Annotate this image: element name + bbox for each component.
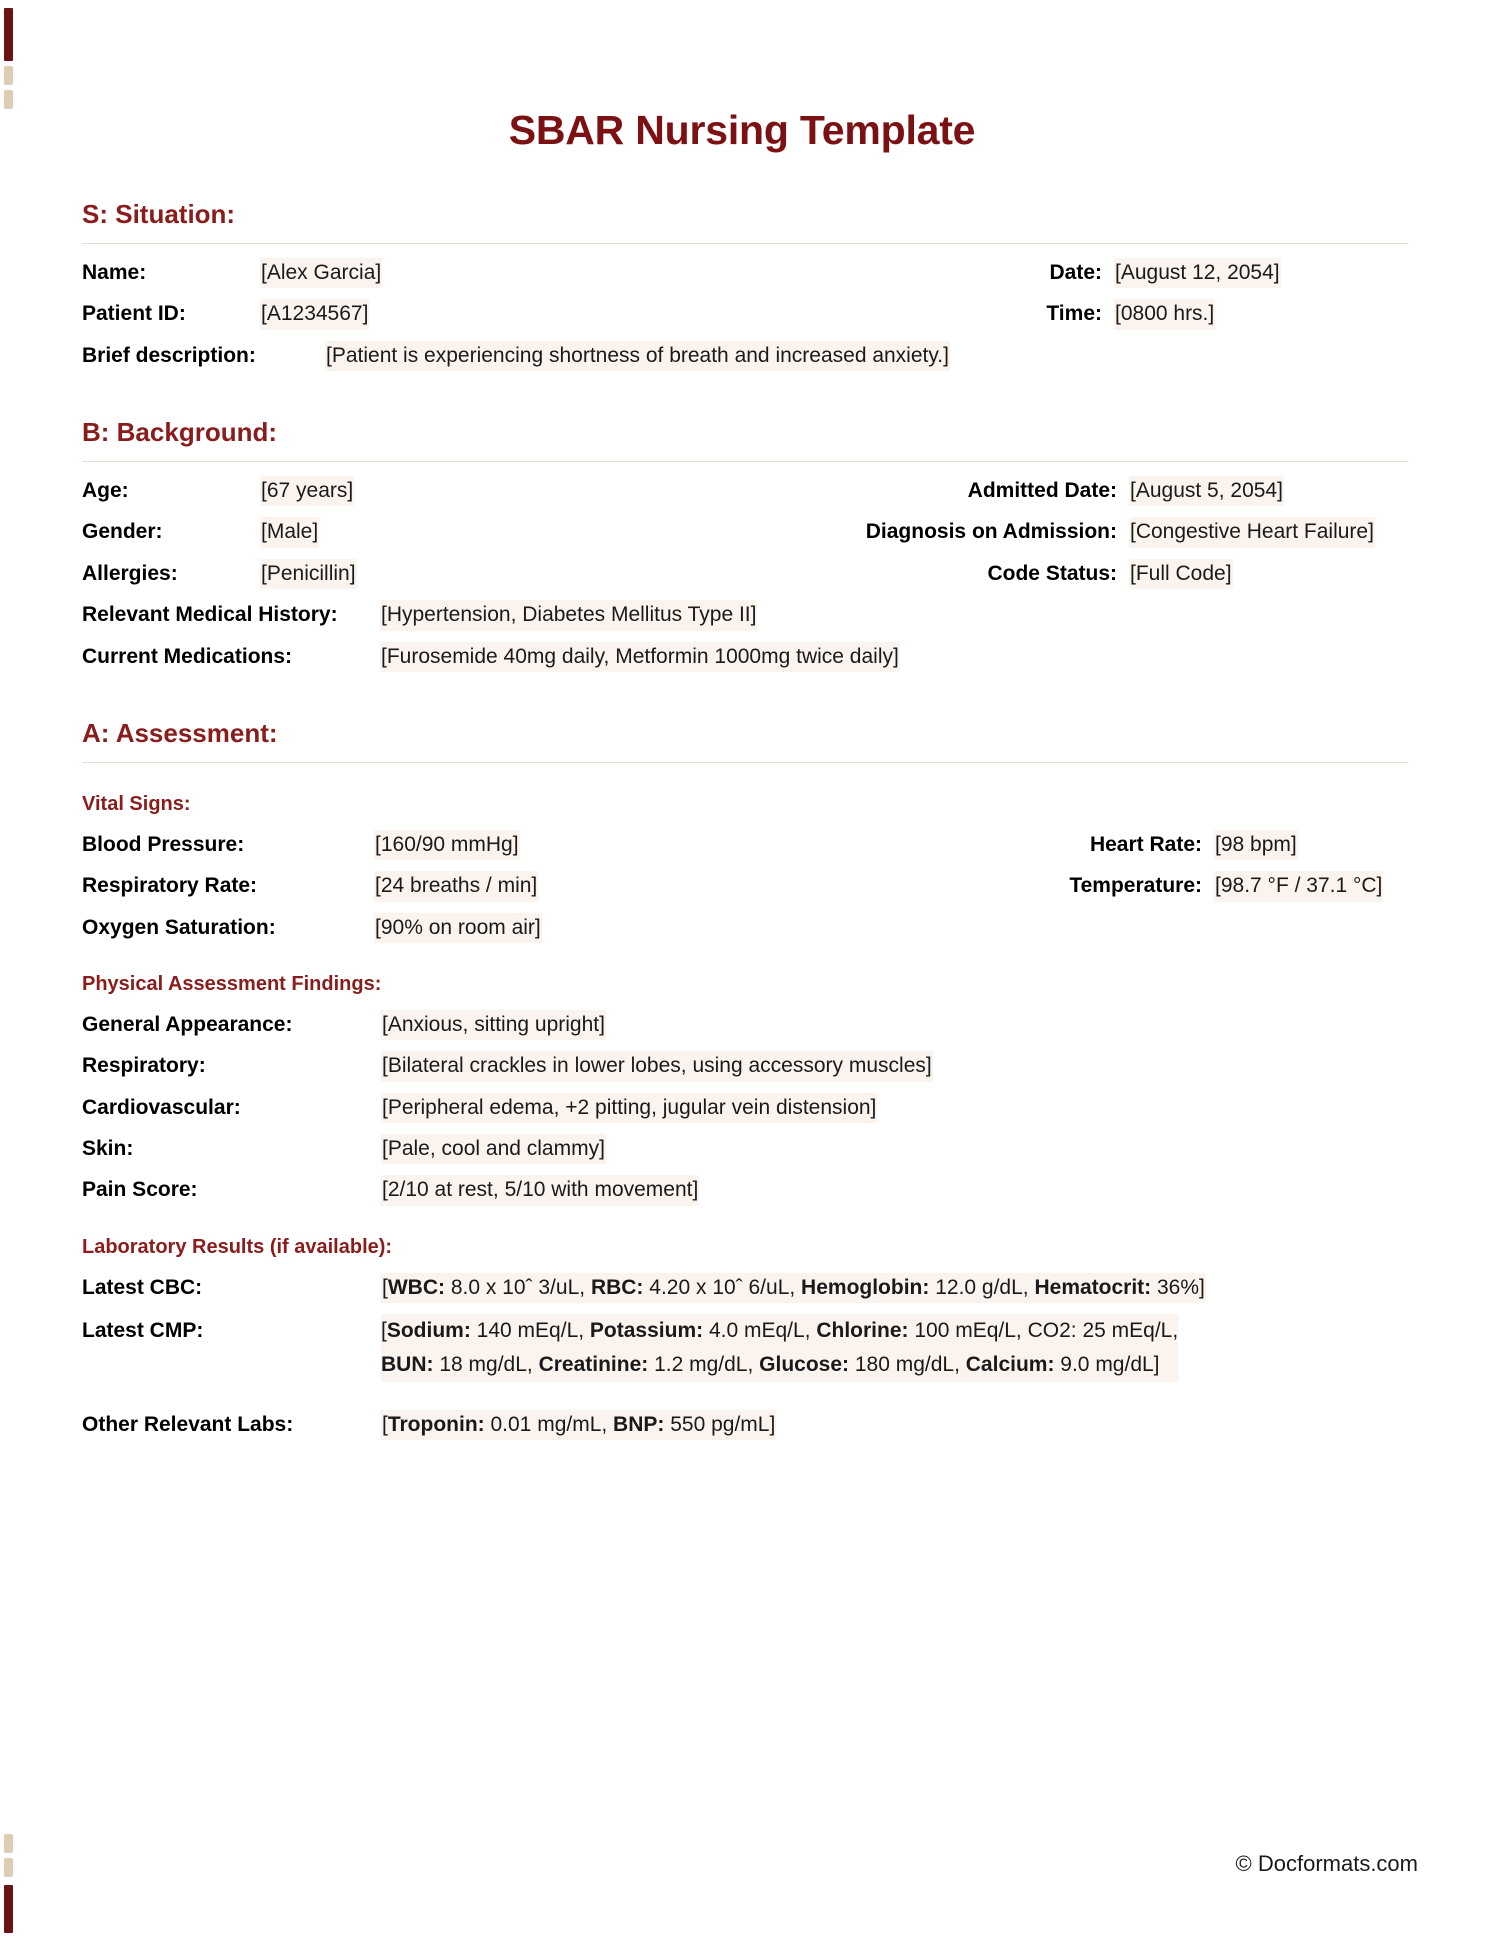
edge-accent-bar-bottom [4, 1885, 13, 1933]
field-label-code-status: Code Status: [987, 561, 1117, 585]
field-gender [82, 517, 319, 547]
section-divider-background [82, 461, 1408, 462]
field-value-gender[interactable]: [Male] [260, 517, 319, 547]
field-value-temperature[interactable]: [98.7 °F / 37.1 °C] [1214, 871, 1383, 901]
field-label-pain-score: Pain Score: [82, 1178, 198, 1202]
cmp-potassium-name: Potassium: [589, 1318, 704, 1342]
field-row-respiratory [82, 1051, 1412, 1081]
field-value-allergies[interactable]: [Penicillin] [260, 559, 357, 589]
cmp-chlorine-co2-value: 100 mEq/L, CO2: 25 mEq/L, [908, 1318, 1179, 1342]
field-row-general-appearance [82, 1010, 1412, 1040]
field-row-brief-description [82, 341, 1412, 371]
cmp-calcium-value: 9.0 mg/dL] [1054, 1352, 1160, 1376]
field-value-latest-cbc[interactable] [381, 1273, 1206, 1303]
field-label-respiratory: Respiratory: [82, 1054, 206, 1078]
field-label-latest-cbc: Latest CBC: [82, 1275, 203, 1299]
field-age [82, 476, 354, 506]
field-row-medical-history [82, 600, 1412, 630]
field-value-code-status[interactable]: [Full Code] [1129, 559, 1233, 589]
field-admitted-date [802, 476, 1412, 506]
field-value-other-relevant-labs[interactable] [381, 1410, 776, 1440]
field-value-latest-cmp[interactable] [381, 1314, 1178, 1382]
field-value-respiratory-rate[interactable]: [24 breaths / min] [374, 871, 538, 901]
field-label-skin: Skin: [82, 1136, 134, 1160]
edge-accent-square-1 [4, 66, 13, 85]
section-divider-situation [82, 243, 1408, 244]
cbc-hemoglobin-value: 12.0 g/dL, [929, 1275, 1035, 1299]
field-row-other-relevant-labs [82, 1410, 1412, 1440]
edge-accent-square-4 [4, 1834, 13, 1853]
field-value-heart-rate[interactable]: [98 bpm] [1214, 830, 1298, 860]
field-label-allergies: Allergies: [82, 561, 178, 585]
field-row-skin [82, 1134, 1412, 1164]
cmp-sodium-name: Sodium: [386, 1318, 471, 1342]
field-value-diagnosis-on-admission[interactable]: [Congestive Heart Failure] [1129, 517, 1375, 547]
field-value-time[interactable]: [0800 hrs.] [1114, 299, 1215, 329]
cbc-hematocrit-name: Hematocrit: [1034, 1275, 1152, 1299]
field-code-status [802, 559, 1412, 589]
field-value-current-medications[interactable]: [Furosemide 40mg daily, Metformin 1000mg twice daily] [380, 642, 900, 672]
section-divider-assessment [82, 762, 1408, 763]
subsection-heading-laboratory-results: Laboratory Results (if available): [82, 1235, 393, 1258]
field-label-cardiovascular: Cardiovascular: [82, 1095, 241, 1119]
field-label-latest-cmp: Latest CMP: [82, 1318, 204, 1342]
field-row-current-medications [82, 642, 1412, 672]
other-troponin-value: 0.01 mg/mL, [484, 1412, 614, 1436]
cmp-potassium-value: 4.0 mEq/L, [703, 1318, 817, 1342]
field-label-patient-id: Patient ID: [82, 302, 186, 326]
field-row-gender-diagnosis [82, 517, 1412, 547]
section-heading-situation: S: Situation: [82, 199, 236, 230]
edge-accent-bar-top [4, 8, 13, 61]
field-row-allergies-code-status [82, 559, 1412, 589]
other-troponin-name: Troponin: [387, 1412, 485, 1436]
field-blood-pressure [82, 830, 520, 860]
field-row-bp-hr [82, 830, 1412, 860]
subsection-heading-physical-findings: Physical Assessment Findings: [82, 972, 382, 995]
field-label-admitted-date: Admitted Date: [967, 479, 1117, 503]
cmp-bun-value: 18 mg/dL, [433, 1352, 539, 1376]
document-content [82, 0, 1412, 1451]
field-row-pain-score [82, 1175, 1412, 1205]
page-title: SBAR Nursing Template [508, 107, 976, 153]
field-label-date: Date: [1049, 261, 1102, 285]
field-row-patientid-time [82, 299, 1412, 329]
field-value-admitted-date[interactable]: [August 5, 2054] [1129, 476, 1284, 506]
cmp-calcium-name: Calcium: [965, 1352, 1055, 1376]
field-allergies [82, 559, 357, 589]
field-value-pain-score[interactable]: [2/10 at rest, 5/10 with movement] [381, 1175, 699, 1205]
cmp-open-bracket: [ [381, 1318, 387, 1342]
field-label-diagnosis-on-admission: Diagnosis on Admission: [865, 520, 1117, 544]
field-value-cardiovascular[interactable]: [Peripheral edema, +2 pitting, jugular vein distension] [381, 1093, 877, 1123]
section-heading-background: B: Background: [82, 417, 277, 448]
field-row-rr-temp [82, 871, 1412, 901]
field-value-name[interactable]: [Alex Garcia] [260, 258, 382, 288]
field-label-blood-pressure: Blood Pressure: [82, 832, 245, 856]
field-label-general-appearance: General Appearance: [82, 1012, 293, 1036]
cmp-chlorine-name: Chlorine: [816, 1318, 909, 1342]
field-value-medical-history[interactable]: [Hypertension, Diabetes Mellitus Type II] [380, 600, 757, 630]
cmp-glucose-name: Glucose: [759, 1352, 850, 1376]
field-date [972, 258, 1412, 288]
field-label-heart-rate: Heart Rate: [1089, 832, 1202, 856]
field-value-blood-pressure[interactable]: [160/90 mmHg] [374, 830, 520, 860]
field-value-respiratory[interactable]: [Bilateral crackles in lower lobes, using accessory muscles] [381, 1051, 933, 1081]
field-label-age: Age: [82, 479, 129, 503]
field-row-oxygen-saturation [82, 913, 1412, 943]
subsection-heading-vital-signs: Vital Signs: [82, 792, 191, 815]
field-row-latest-cmp [82, 1314, 1412, 1382]
field-label-time: Time: [1046, 302, 1102, 326]
field-value-skin[interactable]: [Pale, cool and clammy] [381, 1134, 606, 1164]
field-value-age[interactable]: [67 years] [260, 476, 354, 506]
field-label-current-medications: Current Medications: [82, 644, 293, 668]
field-respiratory-rate [82, 871, 538, 901]
cbc-rbc-value: 4.20 x 10ˆ 6/uL, [643, 1275, 802, 1299]
field-diagnosis-on-admission [802, 517, 1412, 547]
cmp-creatinine-name: Creatinine: [538, 1352, 649, 1376]
other-open-bracket: [ [382, 1412, 388, 1436]
field-name [82, 258, 382, 288]
cmp-sodium-value: 140 mEq/L, [470, 1318, 590, 1342]
field-label-other-relevant-labs: Other Relevant Labs: [82, 1412, 294, 1436]
field-label-temperature: Temperature: [1069, 874, 1202, 898]
cbc-hemoglobin-name: Hemoglobin: [801, 1275, 930, 1299]
cmp-bun-name: BUN: [381, 1352, 434, 1376]
cbc-open-bracket: [ [382, 1275, 388, 1299]
field-label-name: Name: [82, 261, 147, 285]
section-heading-assessment: A: Assessment: [82, 717, 278, 748]
field-heart-rate [1017, 830, 1412, 860]
other-bnp-value: 550 pg/mL] [664, 1412, 776, 1436]
edge-accent-square-3 [4, 1858, 13, 1877]
field-label-oxygen-saturation: Oxygen Saturation: [82, 915, 276, 939]
cbc-hematocrit-value: 36%] [1151, 1275, 1205, 1299]
field-label-medical-history: Relevant Medical History: [82, 603, 338, 627]
cbc-wbc-name: WBC: [387, 1275, 445, 1299]
field-temperature [1017, 871, 1412, 901]
field-value-patient-id[interactable]: [A1234567] [260, 299, 369, 329]
cmp-creatinine-value: 1.2 mg/dL, [648, 1352, 760, 1376]
field-value-date[interactable]: [August 12, 2054] [1114, 258, 1281, 288]
other-bnp-name: BNP: [613, 1412, 665, 1436]
field-row-latest-cbc [82, 1273, 1412, 1303]
field-label-brief-description: Brief description: [82, 343, 256, 367]
cmp-glucose-value: 180 mg/dL, [849, 1352, 966, 1376]
cbc-wbc-value: 8.0 x 10ˆ 3/uL, [445, 1275, 591, 1299]
field-label-gender: Gender: [82, 520, 163, 544]
edge-accent-square-2 [4, 90, 13, 109]
field-value-oxygen-saturation[interactable]: [90% on room air] [374, 913, 542, 943]
field-row-age-admitted [82, 476, 1412, 506]
field-patient-id [82, 299, 369, 329]
field-value-general-appearance[interactable]: [Anxious, sitting upright] [381, 1010, 606, 1040]
footer-copyright: © Docformats.com [1235, 1851, 1418, 1876]
cbc-rbc-name: RBC: [590, 1275, 644, 1299]
field-value-brief-description[interactable]: [Patient is experiencing shortness of breath and increased anxiety.] [325, 341, 950, 371]
field-label-respiratory-rate: Respiratory Rate: [82, 874, 258, 898]
field-row-name-date [82, 258, 1412, 288]
field-row-cardiovascular [82, 1093, 1412, 1123]
field-time [972, 299, 1412, 329]
